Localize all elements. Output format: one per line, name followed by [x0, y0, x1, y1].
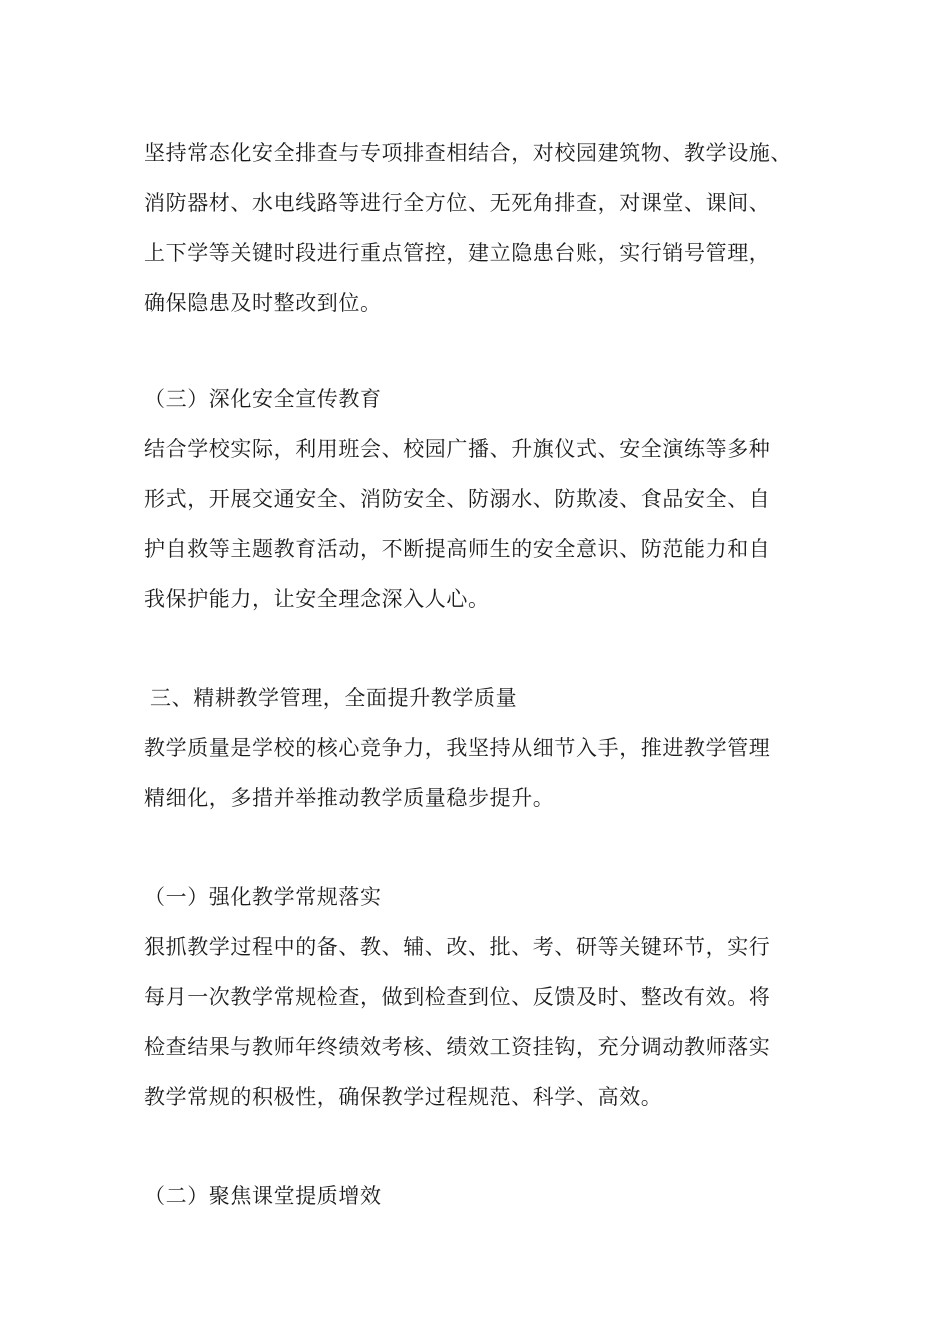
paragraph-line: 结合学校实际，利用班会、校园广播、升旗仪式、安全演练等多种 [144, 437, 771, 461]
paragraph-line: 上下学等关键时段进行重点管控，建立隐患台账，实行销号管理， [144, 241, 771, 265]
paragraph-line: 教学常规的积极性，确保教学过程规范、科学、高效。 [144, 1085, 663, 1109]
paragraph-line: 检查结果与教师年终绩效考核、绩效工资挂钩，充分调动教师落实 [144, 1035, 771, 1059]
section-heading-3-3: （三）深化安全宣传教育 [144, 387, 382, 411]
paragraph-line: 确保隐患及时整改到位。 [144, 291, 382, 315]
paragraph-line: 形式，开展交通安全、消防安全、防溺水、防欺凌、食品安全、自 [144, 487, 771, 511]
part-heading-3: 三、精耕教学管理，全面提升教学质量 [150, 686, 518, 710]
paragraph-line: 狠抓教学过程中的备、教、辅、改、批、考、研等关键环节，实行 [144, 935, 771, 959]
paragraph-line: 精细化，多措并举推动教学质量稳步提升。 [144, 786, 555, 810]
paragraph-line: 每月一次教学常规检查，做到检查到位、反馈及时、整改有效。将 [144, 985, 771, 1009]
paragraph-line: 教学质量是学校的核心竞争力，我坚持从细节入手，推进教学管理 [144, 736, 771, 760]
paragraph-line: 我保护能力，让安全理念深入人心。 [144, 587, 490, 611]
paragraph-line: 坚持常态化安全排查与专项排查相结合，对校园建筑物、教学设施、 [144, 141, 792, 165]
section-heading-1: （一）强化教学常规落实 [144, 885, 382, 909]
paragraph-line: 护自救等主题教育活动，不断提高师生的安全意识、防范能力和自 [144, 537, 771, 561]
section-heading-2: （二）聚焦课堂提质增效 [144, 1184, 382, 1208]
paragraph-line: 消防器材、水电线路等进行全方位、无死角排查，对课堂、课间、 [144, 191, 771, 215]
